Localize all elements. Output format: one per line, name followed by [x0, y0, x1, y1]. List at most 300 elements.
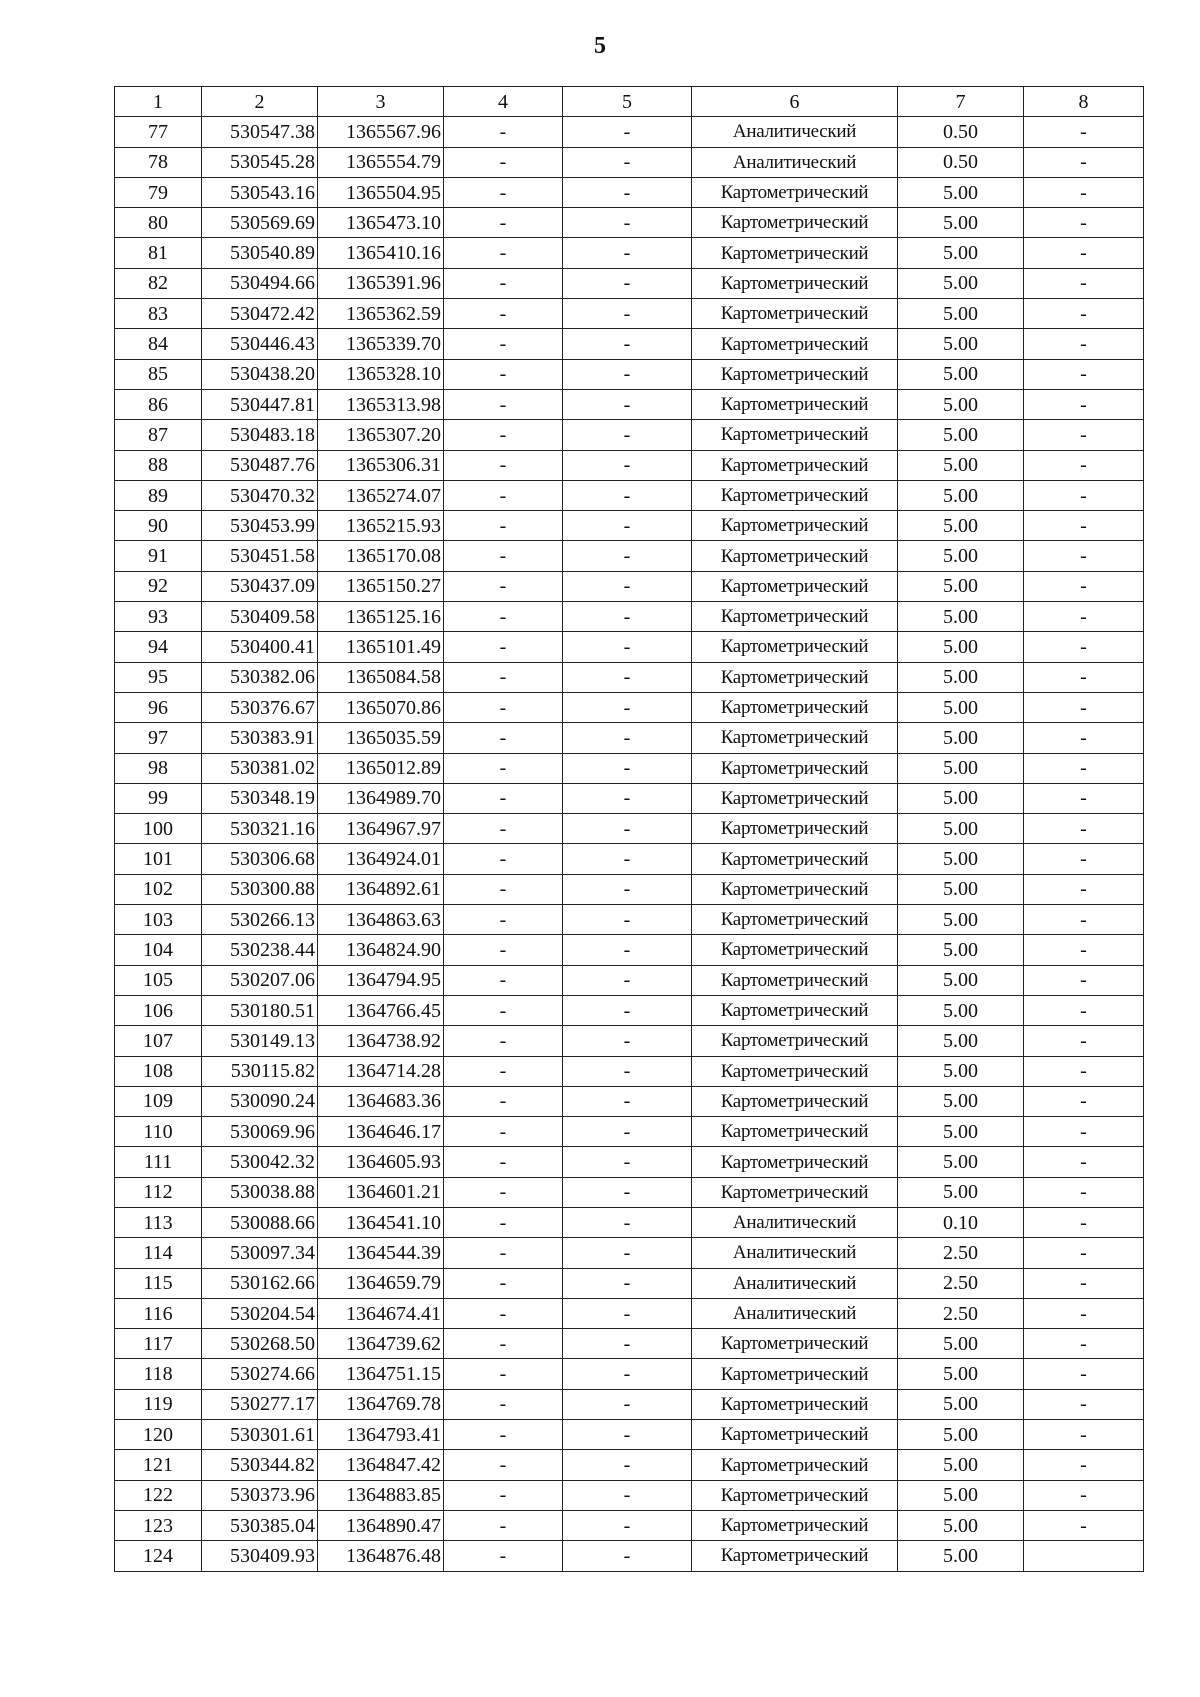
table-cell: -: [563, 814, 692, 844]
table-cell: -: [563, 208, 692, 238]
table-cell: 1365274.07: [318, 480, 444, 510]
table-cell: -: [563, 1389, 692, 1419]
table-cell: -: [563, 450, 692, 480]
table-cell: 530569.69: [202, 208, 318, 238]
table-cell: 100: [115, 814, 202, 844]
table-cell: -: [444, 299, 563, 329]
table-cell: Картометрический: [692, 420, 898, 450]
table-cell: Картометрический: [692, 238, 898, 268]
table-cell: 113: [115, 1207, 202, 1237]
table-cell: 530376.67: [202, 692, 318, 722]
table-cell: 97: [115, 723, 202, 753]
table-cell: -: [1024, 905, 1144, 935]
table-cell: Картометрический: [692, 299, 898, 329]
table-cell: 5.00: [898, 571, 1024, 601]
table-cell: -: [444, 1450, 563, 1480]
table-row: [115, 1420, 1144, 1450]
table-cell: -: [444, 783, 563, 813]
table-cell: 530446.43: [202, 329, 318, 359]
table-cell: -: [1024, 177, 1144, 207]
table-cell: 530409.58: [202, 602, 318, 632]
table-cell: -: [1024, 208, 1144, 238]
table-row: [115, 905, 1144, 935]
table-cell: Картометрический: [692, 1026, 898, 1056]
table-row: [115, 1177, 1144, 1207]
table-cell: -: [1024, 1329, 1144, 1359]
page-number: 5: [594, 33, 606, 59]
table-row: [115, 268, 1144, 298]
table-cell: -: [1024, 1238, 1144, 1268]
table-cell: 530204.54: [202, 1298, 318, 1328]
table-cell: Картометрический: [692, 1147, 898, 1177]
table-cell: -: [444, 359, 563, 389]
table-cell: 118: [115, 1359, 202, 1389]
table-cell: Картометрический: [692, 1420, 898, 1450]
table-cell: 530090.24: [202, 1086, 318, 1116]
table-cell: -: [1024, 1026, 1144, 1056]
table-cell: Картометрический: [692, 1056, 898, 1086]
table-row: [115, 602, 1144, 632]
table-cell: 530097.34: [202, 1238, 318, 1268]
table-cell: -: [563, 1026, 692, 1056]
table-cell: 1365567.96: [318, 117, 444, 147]
table-cell: -: [444, 905, 563, 935]
table-cell: Картометрический: [692, 571, 898, 601]
table-cell: 530540.89: [202, 238, 318, 268]
table-row: [115, 299, 1144, 329]
table-cell: 108: [115, 1056, 202, 1086]
table-cell: -: [563, 965, 692, 995]
table-cell: 1365362.59: [318, 299, 444, 329]
table-cell: 530483.18: [202, 420, 318, 450]
table-cell: -: [444, 1026, 563, 1056]
table-cell: 81: [115, 238, 202, 268]
table-cell: 1364824.90: [318, 935, 444, 965]
table-cell: 530038.88: [202, 1177, 318, 1207]
table-cell: -: [444, 1389, 563, 1419]
table-cell: -: [444, 1298, 563, 1328]
table-cell: -: [444, 1056, 563, 1086]
column-header: 8: [1024, 87, 1144, 117]
table-cell: 5.00: [898, 965, 1024, 995]
table-cell: -: [563, 480, 692, 510]
table-cell: 1364714.28: [318, 1056, 444, 1086]
table-cell: 1364794.95: [318, 965, 444, 995]
table-cell: -: [1024, 117, 1144, 147]
table-row: [115, 208, 1144, 238]
table-cell: -: [444, 238, 563, 268]
table-cell: -: [444, 1510, 563, 1540]
table-cell: Аналитический: [692, 117, 898, 147]
table-cell: 2.50: [898, 1238, 1024, 1268]
table-cell: 5.00: [898, 1056, 1024, 1086]
table-cell: 5.00: [898, 359, 1024, 389]
column-header: 6: [692, 87, 898, 117]
table-cell: 5.00: [898, 177, 1024, 207]
table-cell: Аналитический: [692, 1207, 898, 1237]
table-cell: 92: [115, 571, 202, 601]
table-cell: 89: [115, 480, 202, 510]
table-cell: -: [1024, 1450, 1144, 1480]
table-cell: 530069.96: [202, 1117, 318, 1147]
table-cell: -: [1024, 480, 1144, 510]
table-cell: 530162.66: [202, 1268, 318, 1298]
table-cell: Картометрический: [692, 177, 898, 207]
table-cell: Аналитический: [692, 1298, 898, 1328]
table-cell: 1364541.10: [318, 1207, 444, 1237]
table-cell: 5.00: [898, 238, 1024, 268]
table-cell: -: [563, 753, 692, 783]
table-cell: -: [1024, 1207, 1144, 1237]
table-row: [115, 814, 1144, 844]
table-cell: 530274.66: [202, 1359, 318, 1389]
table-cell: -: [444, 723, 563, 753]
table-cell: 530545.28: [202, 147, 318, 177]
table-cell: -: [444, 935, 563, 965]
table-cell: 530437.09: [202, 571, 318, 601]
table-cell: 1365554.79: [318, 147, 444, 177]
table-cell: Картометрический: [692, 1480, 898, 1510]
table-cell: -: [563, 1329, 692, 1359]
table-cell: 5.00: [898, 1026, 1024, 1056]
table-row: [115, 995, 1144, 1025]
table-cell: 101: [115, 844, 202, 874]
table-cell: Картометрический: [692, 995, 898, 1025]
table-cell: 83: [115, 299, 202, 329]
table-cell: -: [563, 692, 692, 722]
table-cell: -: [1024, 389, 1144, 419]
table-cell: 530400.41: [202, 632, 318, 662]
table-cell: 5.00: [898, 1086, 1024, 1116]
table-cell: Картометрический: [692, 935, 898, 965]
table-cell: 5.00: [898, 753, 1024, 783]
table-cell: Картометрический: [692, 692, 898, 722]
table-cell: 5.00: [898, 1329, 1024, 1359]
table-cell: 530451.58: [202, 541, 318, 571]
table-row: [115, 450, 1144, 480]
table-cell: 1364863.63: [318, 905, 444, 935]
table-cell: -: [444, 1117, 563, 1147]
table-cell: 530409.93: [202, 1541, 318, 1571]
table-cell: Аналитический: [692, 147, 898, 177]
table-cell: -: [1024, 268, 1144, 298]
table-cell: 530453.99: [202, 511, 318, 541]
table-cell: 5.00: [898, 1147, 1024, 1177]
table-cell: 1364989.70: [318, 783, 444, 813]
table-cell: 91: [115, 541, 202, 571]
table-cell: -: [1024, 359, 1144, 389]
table-cell: 120: [115, 1420, 202, 1450]
table-row: [115, 1389, 1144, 1419]
table-cell: -: [1024, 1117, 1144, 1147]
table-cell: 530207.06: [202, 965, 318, 995]
table-cell: Картометрический: [692, 632, 898, 662]
table-row: [115, 935, 1144, 965]
table-cell: 5.00: [898, 450, 1024, 480]
table-cell: 77: [115, 117, 202, 147]
table-row: [115, 511, 1144, 541]
table-cell: 1364892.61: [318, 874, 444, 904]
table-cell: -: [1024, 814, 1144, 844]
column-header: 5: [563, 87, 692, 117]
table-cell: 530268.50: [202, 1329, 318, 1359]
table-cell: -: [1024, 783, 1144, 813]
table-cell: -: [1024, 632, 1144, 662]
table-row: [115, 238, 1144, 268]
table-cell: Картометрический: [692, 480, 898, 510]
table-cell: 5.00: [898, 905, 1024, 935]
table-cell: -: [1024, 935, 1144, 965]
table-cell: 1364793.41: [318, 1420, 444, 1450]
table-cell: 530487.76: [202, 450, 318, 480]
table-cell: -: [444, 1420, 563, 1450]
table-row: [115, 1117, 1144, 1147]
table-row: [115, 117, 1144, 147]
table-cell: -: [444, 177, 563, 207]
table-cell: 530494.66: [202, 268, 318, 298]
table-cell: -: [563, 1541, 692, 1571]
table-cell: Картометрический: [692, 359, 898, 389]
column-header: 4: [444, 87, 563, 117]
table-cell: 80: [115, 208, 202, 238]
column-header: 7: [898, 87, 1024, 117]
table-cell: 105: [115, 965, 202, 995]
table-row: [115, 783, 1144, 813]
table-cell: -: [563, 329, 692, 359]
table-cell: Картометрический: [692, 450, 898, 480]
table-row: [115, 147, 1144, 177]
table-cell: 530385.04: [202, 1510, 318, 1540]
table-cell: 90: [115, 511, 202, 541]
table-cell: Картометрический: [692, 1359, 898, 1389]
table-cell: 530115.82: [202, 1056, 318, 1086]
table-cell: -: [444, 1177, 563, 1207]
table-cell: 1365328.10: [318, 359, 444, 389]
table-cell: 1364683.36: [318, 1086, 444, 1116]
table-cell: 530300.88: [202, 874, 318, 904]
table-cell: 530042.32: [202, 1147, 318, 1177]
table-cell: -: [444, 420, 563, 450]
table-cell: 1364659.79: [318, 1268, 444, 1298]
table-cell: 1364847.42: [318, 1450, 444, 1480]
table-cell: -: [444, 1480, 563, 1510]
table-cell: 530470.32: [202, 480, 318, 510]
table-cell: -: [444, 511, 563, 541]
table-cell: -: [1024, 329, 1144, 359]
table-cell: 5.00: [898, 844, 1024, 874]
table-cell: 5.00: [898, 480, 1024, 510]
table-cell: 114: [115, 1238, 202, 1268]
table-cell: 2.50: [898, 1268, 1024, 1298]
table-cell: 124: [115, 1541, 202, 1571]
table-cell: -: [444, 1207, 563, 1237]
table-cell: 1364967.97: [318, 814, 444, 844]
table-cell: 85: [115, 359, 202, 389]
table-cell: Картометрический: [692, 268, 898, 298]
table-cell: -: [1024, 1147, 1144, 1177]
table-cell: 530180.51: [202, 995, 318, 1025]
table-row: [115, 329, 1144, 359]
table-cell: 1364738.92: [318, 1026, 444, 1056]
table-cell: -: [563, 874, 692, 904]
table-cell: -: [1024, 723, 1144, 753]
table-cell: -: [1024, 571, 1144, 601]
table-row: [115, 692, 1144, 722]
table-cell: 111: [115, 1147, 202, 1177]
table-cell: 530238.44: [202, 935, 318, 965]
table-row: [115, 571, 1144, 601]
table-cell: -: [444, 1147, 563, 1177]
table-cell: -: [1024, 874, 1144, 904]
table-cell: -: [563, 1298, 692, 1328]
table-cell: -: [1024, 147, 1144, 177]
table-cell: 1364766.45: [318, 995, 444, 1025]
table-cell: -: [444, 117, 563, 147]
table-cell: -: [444, 480, 563, 510]
table-cell: -: [1024, 602, 1144, 632]
table-cell: 530382.06: [202, 662, 318, 692]
table-cell: -: [1024, 1359, 1144, 1389]
table-cell: 5.00: [898, 329, 1024, 359]
table-cell: 5.00: [898, 692, 1024, 722]
table-cell: -: [563, 238, 692, 268]
table-cell: -: [1024, 1480, 1144, 1510]
table-cell: 82: [115, 268, 202, 298]
table-cell: 1365035.59: [318, 723, 444, 753]
column-header: 3: [318, 87, 444, 117]
table-cell: -: [563, 1420, 692, 1450]
table-cell: 116: [115, 1298, 202, 1328]
table-cell: 115: [115, 1268, 202, 1298]
table-cell: 5.00: [898, 1177, 1024, 1207]
table-cell: 1365307.20: [318, 420, 444, 450]
table-cell: -: [563, 632, 692, 662]
table-cell: -: [563, 1480, 692, 1510]
table-cell: -: [1024, 753, 1144, 783]
table-cell: -: [563, 117, 692, 147]
table-cell: -: [444, 571, 563, 601]
table-cell: -: [444, 1541, 563, 1571]
table-cell: 530447.81: [202, 389, 318, 419]
table-cell: 5.00: [898, 1541, 1024, 1571]
table-cell: 530088.66: [202, 1207, 318, 1237]
table-cell: 5.00: [898, 299, 1024, 329]
table-cell: -: [1024, 1510, 1144, 1540]
table-cell: -: [444, 1238, 563, 1268]
table-cell: 1364544.39: [318, 1238, 444, 1268]
table-cell: 1365391.96: [318, 268, 444, 298]
table-cell: 1364876.48: [318, 1541, 444, 1571]
table-cell: 530438.20: [202, 359, 318, 389]
table-cell: 86: [115, 389, 202, 419]
table-cell: -: [563, 147, 692, 177]
table-cell: Картометрический: [692, 844, 898, 874]
table-row: [115, 1026, 1144, 1056]
table-cell: 1365473.10: [318, 208, 444, 238]
table-cell: -: [444, 329, 563, 359]
table-cell: -: [563, 177, 692, 207]
table-cell: -: [563, 602, 692, 632]
table-cell: 79: [115, 177, 202, 207]
table-cell: 530348.19: [202, 783, 318, 813]
table-cell: 1365070.86: [318, 692, 444, 722]
table-cell: -: [1024, 450, 1144, 480]
table-cell: 1365170.08: [318, 541, 444, 571]
table-cell: Картометрический: [692, 814, 898, 844]
table-cell: 5.00: [898, 602, 1024, 632]
table-cell: -: [444, 450, 563, 480]
table-row: [115, 1056, 1144, 1086]
table-cell: 1364751.15: [318, 1359, 444, 1389]
table-cell: 96: [115, 692, 202, 722]
table-cell: -: [1024, 1298, 1144, 1328]
table-cell: 84: [115, 329, 202, 359]
table-cell: 530381.02: [202, 753, 318, 783]
table-cell: 1364883.85: [318, 1480, 444, 1510]
table-cell: -: [563, 1056, 692, 1086]
table-cell: 1364601.21: [318, 1177, 444, 1207]
table-cell: 1364890.47: [318, 1510, 444, 1540]
table-cell: 1365306.31: [318, 450, 444, 480]
table-cell: -: [563, 1117, 692, 1147]
table-cell: 1365339.70: [318, 329, 444, 359]
table-cell: 1364769.78: [318, 1389, 444, 1419]
table-cell: Картометрический: [692, 1389, 898, 1419]
table-cell: 93: [115, 602, 202, 632]
table-cell: 0.10: [898, 1207, 1024, 1237]
table-cell: Картометрический: [692, 1117, 898, 1147]
table-cell: 1365012.89: [318, 753, 444, 783]
table-cell: Картометрический: [692, 753, 898, 783]
table-cell: 5.00: [898, 783, 1024, 813]
table-cell: -: [444, 1329, 563, 1359]
table-cell: 109: [115, 1086, 202, 1116]
table-cell: 5.00: [898, 632, 1024, 662]
table-cell: -: [563, 723, 692, 753]
table-row: [115, 1359, 1144, 1389]
table-cell: 1364646.17: [318, 1117, 444, 1147]
table-cell: 530321.16: [202, 814, 318, 844]
table-cell: -: [563, 1177, 692, 1207]
table-cell: -: [563, 359, 692, 389]
table-cell: 1365215.93: [318, 511, 444, 541]
table-cell: -: [1024, 1389, 1144, 1419]
table-cell: 103: [115, 905, 202, 935]
table-cell: 78: [115, 147, 202, 177]
table-cell: 1365125.16: [318, 602, 444, 632]
table-cell: 5.00: [898, 874, 1024, 904]
table-cell: -: [1024, 541, 1144, 571]
table-cell: -: [1024, 1177, 1144, 1207]
table-cell: 104: [115, 935, 202, 965]
table-cell: 5.00: [898, 420, 1024, 450]
table-cell: [1024, 1541, 1144, 1571]
table-cell: -: [563, 420, 692, 450]
table-cell: Картометрический: [692, 511, 898, 541]
table-cell: 1365101.49: [318, 632, 444, 662]
table-cell: -: [563, 1359, 692, 1389]
table-cell: -: [444, 995, 563, 1025]
table-cell: -: [1024, 238, 1144, 268]
table-cell: Картометрический: [692, 1510, 898, 1540]
table-cell: 2.50: [898, 1298, 1024, 1328]
table-cell: 5.00: [898, 541, 1024, 571]
table-cell: Аналитический: [692, 1268, 898, 1298]
table-row: [115, 874, 1144, 904]
table-cell: -: [1024, 662, 1144, 692]
table-cell: 0.50: [898, 147, 1024, 177]
table-cell: 1365150.27: [318, 571, 444, 601]
